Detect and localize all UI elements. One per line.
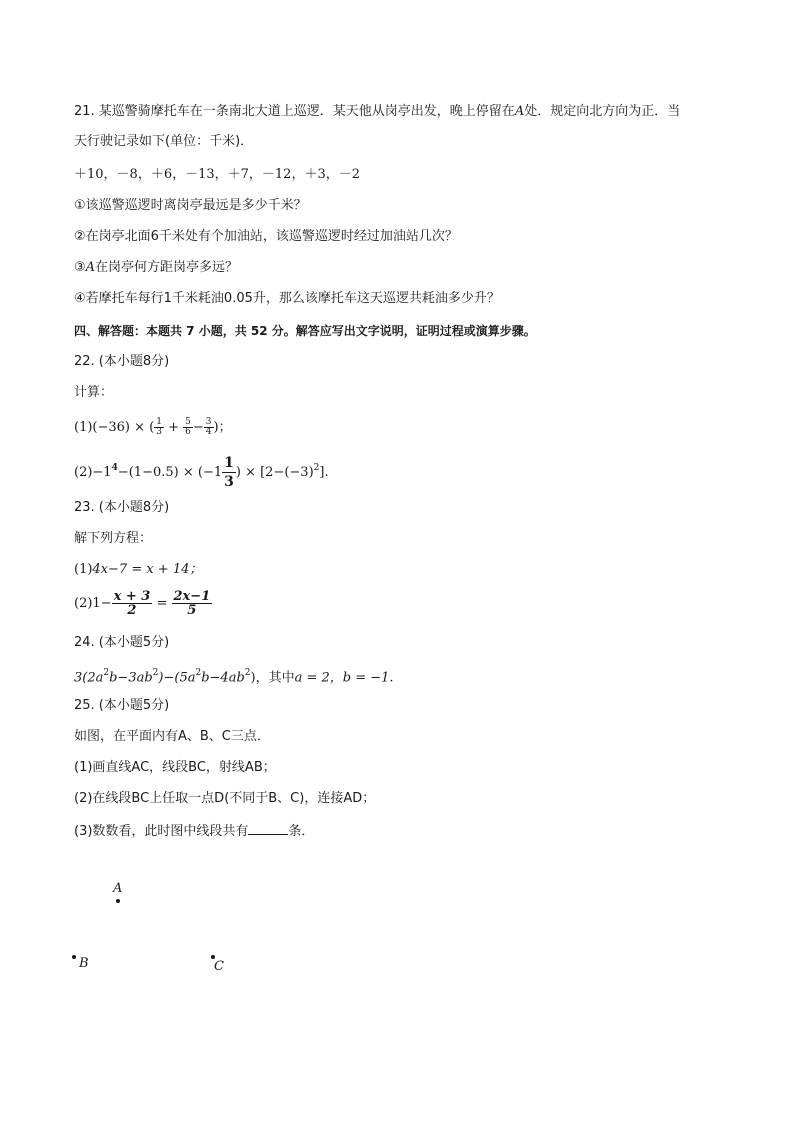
point-b	[72, 955, 76, 959]
mixed-fraction-1-3: $\frac{1}{3}$	[224, 455, 234, 490]
q25-part-2: (2)在线段BC上任取一点D(不同于B、C)，连接AD；	[74, 791, 376, 806]
answer-blank[interactable]	[248, 821, 288, 835]
q23-part-2: (2)1− $\frac{x + 3}{2}$ = $\frac{2x-1}{5}$	[74, 589, 211, 618]
point-label-b: B	[79, 956, 89, 971]
q22-header: 22. (本小题8分)	[74, 354, 170, 369]
fraction-3-4: $\frac{3}{4}$	[205, 417, 212, 437]
q22-intro: 计算：	[74, 385, 114, 400]
q21-question-1: ①该巡警巡逻时离岗亭最远是多少千米？	[74, 198, 307, 213]
q25-header: 25. (本小题5分)	[74, 698, 170, 713]
q24-header: 24. (本小题5分)	[74, 635, 170, 650]
section-4-heading: 四、解答题：本题共 7 小题，共 52 分。解答应写出文字说明，证明过程或演算步骤。	[74, 324, 536, 338]
q21-question-4: ④若摩托车每行1千米耗油0.05升，那么该摩托车这天巡逻共耗油多少升？	[74, 291, 500, 306]
q21-line2: 天行驶记录如下(单位：千米)．	[74, 134, 254, 149]
q25-part-1: (1)画直线AC，线段BC，射线AB；	[74, 760, 276, 775]
fraction-left: $\frac{x + 3}{2}$	[113, 589, 151, 618]
fraction-1-3: $\frac{1}{3}$	[156, 417, 162, 437]
q21-line1: 21. 某巡警骑摩托车在一条南北大道上巡逻．某天他从岗亭出发，晚上停留在A处．规定向北方向为正．当	[74, 104, 681, 119]
q23-part-1: (1)4x−7 = x + 14；	[74, 562, 203, 577]
point-label-c: C	[214, 959, 224, 974]
q25-intro: 如图，在平面内有A、B、C三点．	[74, 729, 270, 744]
q22-part-1: (1)(−36) × ( $\frac{1}{3}$ + $\frac{5}{6}$ − $\frac{3}{4}$ )；	[74, 417, 232, 437]
q25-part-3: (3)数数看，此时图中线段共有 条．	[74, 821, 314, 841]
point-label-a: A	[113, 881, 123, 896]
fraction-5-6: $\frac{5}{6}$	[185, 417, 191, 437]
q21-records: ＋10，－8，＋6，－13，＋7，－12，＋3，－2	[74, 167, 360, 182]
q21-question-2: ②在岗亭北面6千米处有个加油站，该巡警巡逻时经过加油站几次？	[74, 229, 458, 244]
q23-header: 23. (本小题8分)	[74, 500, 170, 515]
fraction-right: $\frac{2x-1}{5}$	[173, 589, 211, 618]
q23-intro: 解下列方程：	[74, 531, 153, 546]
q24-expression: $3(2a^2b-3ab^2)-(5a^2b-4ab^2)$，其中a = 2，b = −1.	[74, 668, 394, 686]
q22-part-2: $(2)-1^4-(1-0.5) \times (-1$ $\frac{1}{3}$ ) × $[2-(-3)^2]$.	[74, 455, 329, 490]
point-a	[116, 899, 120, 903]
q21-question-3: ③A在岗亭何方距岗亭多远？	[74, 260, 239, 275]
